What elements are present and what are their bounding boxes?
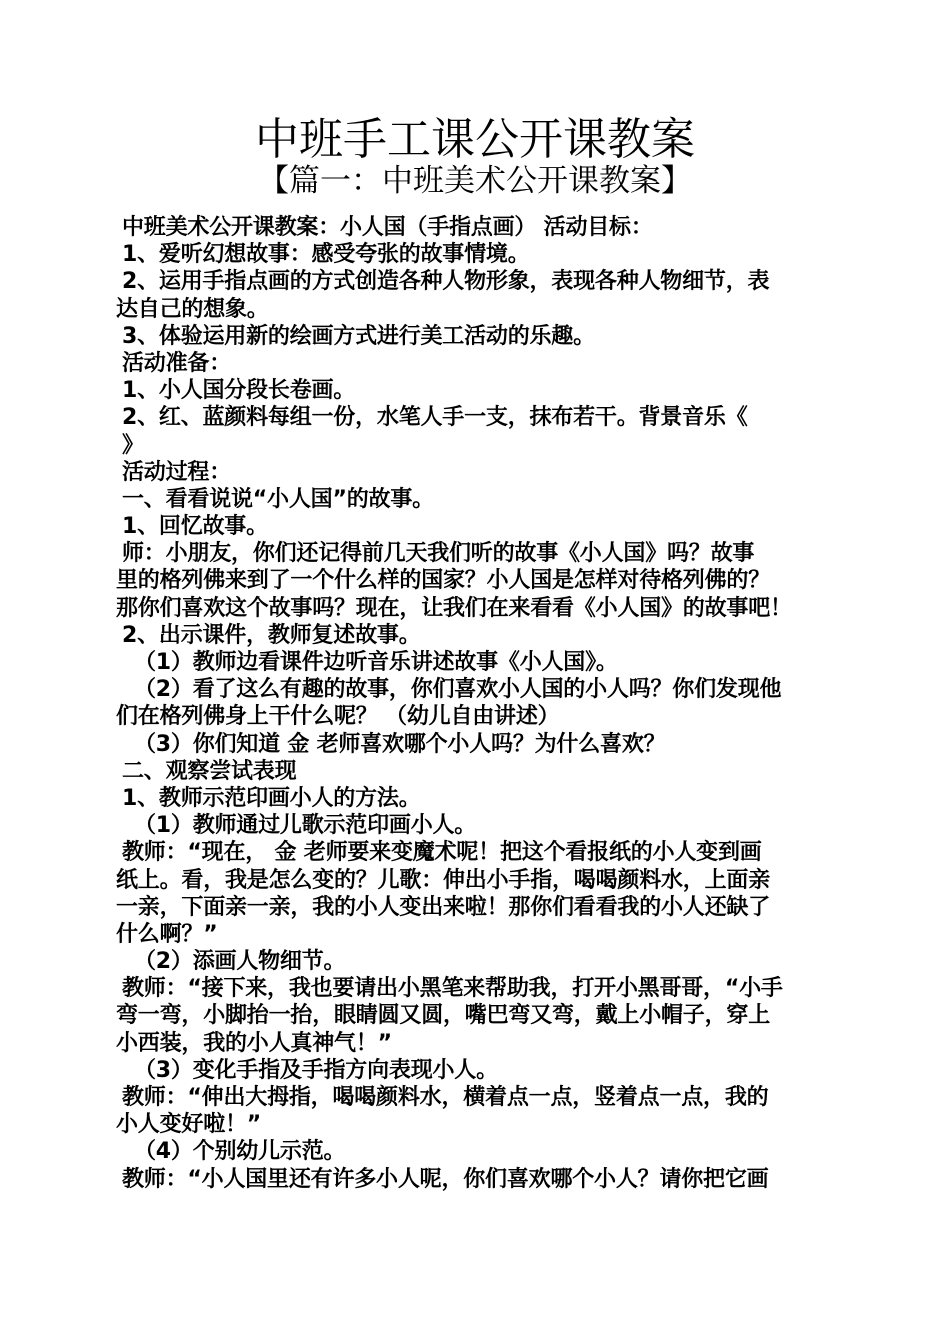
- text-line: 教师：“小人国里还有许多小人呢，你们喜欢哪个小人？请你把它画: [122, 1166, 769, 1192]
- text-line: 中班美术公开课教案：小人国（手指点画） 活动目标：: [122, 215, 653, 240]
- text-line: 活动过程：: [122, 459, 232, 485]
- text-line: 达自己的想象。: [116, 296, 269, 322]
- text-line: （2）添画人物细节。: [134, 949, 346, 975]
- text-line: 1、小人国分段长卷画。: [122, 378, 356, 404]
- document-title: 中班手工课公开课教案: [255, 114, 695, 165]
- text-line: 3、体验运用新的绘画方式进行美工活动的乐趣。: [122, 323, 595, 349]
- text-line: （3）你们知道 金 老师喜欢哪个小人吗？为什么喜欢？: [134, 731, 666, 757]
- text-line: （3）变化手指及手指方向表现小人。: [134, 1057, 498, 1083]
- text-line: 弯一弯，小脚抬一抬，眼睛圆又圆，嘴巴弯又弯，戴上小帽子，穿上: [116, 1003, 771, 1029]
- text-line: 那你们喜欢这个故事吗？现在，让我们在来看看《小人国》的故事吧！: [116, 595, 792, 621]
- text-line: 小人变好啦！”: [116, 1112, 262, 1138]
- text-line: 纸上。看，我是怎么变的？儿歌：伸出小手指，喝喝颜料水，上面亲: [116, 867, 771, 893]
- text-line: 师：小朋友，你们还记得前几天我们听的故事《小人国》吗？故事: [122, 541, 755, 567]
- text-line: 活动准备：: [122, 350, 232, 376]
- text-line: 1、回忆故事。: [122, 514, 268, 540]
- text-line: 一、看看说说“小人国”的故事。: [122, 486, 434, 512]
- document-body: [116, 214, 846, 1193]
- text-line: 1、爱听幻想故事：感受夸张的故事情境。: [122, 242, 530, 268]
- text-line: 2、运用手指点画的方式创造各种人物形象，表现各种人物细节，表: [122, 269, 770, 295]
- text-line: （4）个别幼儿示范。: [134, 1139, 346, 1165]
- text-line: 里的格列佛来到了一个什么样的国家？小人国是怎样对待格列佛的？: [116, 568, 771, 594]
- text-line: （1）教师边看课件边听音乐讲述故事《小人国》。: [134, 650, 618, 675]
- text-line: 一亲，下面亲一亲，我的小人变出来啦！那你们看看我的小人还缺了: [116, 894, 771, 920]
- document-subtitle: 【篇一：中班美术公开课教案】: [258, 163, 692, 199]
- text-line: 教师：“接下来，我也要请出小黑笔来帮助我，打开小黑哥哥，“小手: [122, 976, 783, 1002]
- text-line: （2）看了这么有趣的故事，你们喜欢小人国的小人吗？你们发现他: [134, 677, 782, 703]
- text-line: （1）教师通过儿歌示范印画小人。: [134, 813, 477, 839]
- text-line: 》: [122, 432, 144, 458]
- text-line: 二、观察尝试表现: [122, 758, 297, 784]
- text-line: 2、红、蓝颜料每组一份，水笔人手一支，抹布若干。背景音乐《: [122, 405, 748, 431]
- text-line: 们在格列佛身上干什么呢？ （幼儿自由讲述）: [116, 704, 560, 730]
- text-line: 小西装，我的小人真神气！”: [116, 1030, 392, 1056]
- text-line: 教师：“伸出大拇指，喝喝颜料水，横着点一点，竖着点一点，我的: [122, 1085, 769, 1110]
- text-line: 1、教师示范印画小人的方法。: [122, 785, 421, 811]
- text-line: 教师：“现在， 金 老师要来变魔术呢！把这个看报纸的小人变到画: [122, 840, 762, 866]
- text-line: 2、出示课件，教师复述故事。: [122, 622, 421, 648]
- text-line: 什么啊？”: [116, 921, 218, 947]
